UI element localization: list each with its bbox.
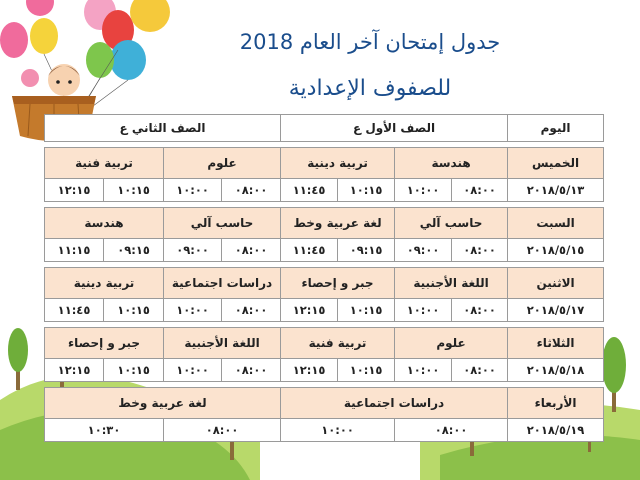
table-row (45, 359, 604, 382)
subject-cell: دراسات اجتماعية (164, 268, 281, 299)
table-row (45, 388, 604, 419)
subject-cell: دراسات اجتماعية (281, 388, 508, 419)
time-cell: ٠٨:٠٠ (222, 179, 281, 202)
time-cell: ٠٨:٠٠ (164, 419, 281, 442)
subject-cell: تربية دينية (45, 268, 164, 299)
time-cell: ٠٩:٠٠ (164, 239, 222, 262)
subject-cell: جبر و إحصاء (45, 328, 164, 359)
table-row (45, 208, 604, 239)
time-cell: ٠٩:٠٠ (395, 239, 452, 262)
subject-cell: هندسة (45, 208, 164, 239)
time-cell: ١٢:١٥ (45, 179, 104, 202)
subject-cell: لغة عربية وخط (281, 208, 395, 239)
time-cell: ١١:٤٥ (281, 179, 338, 202)
day-cell: الاثنين (508, 268, 604, 299)
subject-cell: لغة عربية وخط (45, 388, 281, 419)
time-cell: ١٠:١٥ (104, 299, 164, 322)
page-title: جدول إمتحان آخر العام 2018 (239, 30, 501, 54)
subject-cell: علوم (164, 148, 281, 179)
time-cell: ١١:١٥ (45, 239, 104, 262)
table-row (45, 179, 604, 202)
day-cell: الأربعاء (508, 388, 604, 419)
date-cell: ٢٠١٨/٥/١٩ (508, 419, 604, 442)
exam-schedule-table (44, 114, 604, 442)
time-cell: ٠٨:٠٠ (452, 359, 508, 382)
time-cell: ٠٨:٠٠ (452, 239, 508, 262)
table-row (45, 419, 604, 442)
day-cell: الخميس (508, 148, 604, 179)
time-cell: ١٠:١٥ (338, 359, 395, 382)
time-cell: ٠٨:٠٠ (452, 299, 508, 322)
time-cell: ١٠:١٥ (104, 359, 164, 382)
time-cell: ١١:٤٥ (45, 299, 104, 322)
header-row (45, 115, 604, 142)
time-cell: ١٠:٣٠ (45, 419, 164, 442)
time-cell: ١٠:١٥ (338, 299, 395, 322)
time-cell: ١٢:١٥ (281, 359, 338, 382)
time-cell: ٠٩:١٥ (338, 239, 395, 262)
time-cell: ١٠:٠٠ (395, 359, 452, 382)
subject-cell: اللغة الأجنبية (164, 328, 281, 359)
day-cell: الثلاثاء (508, 328, 604, 359)
time-cell: ١٠:٠٠ (281, 419, 395, 442)
header-day: اليوم (508, 115, 604, 142)
time-cell: ١٢:١٥ (45, 359, 104, 382)
subject-cell: تربية فنية (281, 328, 395, 359)
subject-cell: اللغة الأجنبية (395, 268, 508, 299)
table-row (45, 268, 604, 299)
subject-cell: حاسب آلي (164, 208, 281, 239)
time-cell: ٠٨:٠٠ (222, 359, 281, 382)
time-cell: ٠٨:٠٠ (452, 179, 508, 202)
date-cell: ٢٠١٨/٥/١٧ (508, 299, 604, 322)
balloons-icon (0, 0, 170, 112)
table-row (45, 299, 604, 322)
subject-cell: علوم (395, 328, 508, 359)
subject-cell: حاسب آلي (395, 208, 508, 239)
time-cell: ٠٨:٠٠ (222, 299, 281, 322)
time-cell: ٠٩:١٥ (104, 239, 164, 262)
day-cell: السبت (508, 208, 604, 239)
header-grade1: الصف الأول ع (281, 115, 508, 142)
date-cell: ٢٠١٨/٥/١٣ (508, 179, 604, 202)
date-cell: ٢٠١٨/٥/١٥ (508, 239, 604, 262)
time-cell: ١٠:٠٠ (395, 299, 452, 322)
time-cell: ١٠:٠٠ (395, 179, 452, 202)
table-row (45, 328, 604, 359)
time-cell: ١٠:٠٠ (164, 179, 222, 202)
time-cell: ١١:٤٥ (281, 239, 338, 262)
time-cell: ١٠:١٥ (104, 179, 164, 202)
subject-cell: تربية فنية (45, 148, 164, 179)
time-cell: ٠٨:٠٠ (395, 419, 508, 442)
date-cell: ٢٠١٨/٥/١٨ (508, 359, 604, 382)
table-row (45, 239, 604, 262)
subject-cell: جبر و إحصاء (281, 268, 395, 299)
time-cell: ١٠:٠٠ (164, 299, 222, 322)
time-cell: ٠٨:٠٠ (222, 239, 281, 262)
time-cell: ١٠:٠٠ (164, 359, 222, 382)
table-row (45, 148, 604, 179)
subject-cell: تربية دينية (281, 148, 395, 179)
time-cell: ١٠:١٥ (338, 179, 395, 202)
subject-cell: هندسة (395, 148, 508, 179)
header-grade2: الصف الثاني ع (45, 115, 281, 142)
page-subtitle: للصفوف الإعدادية (288, 76, 452, 101)
time-cell: ١٢:١٥ (281, 299, 338, 322)
